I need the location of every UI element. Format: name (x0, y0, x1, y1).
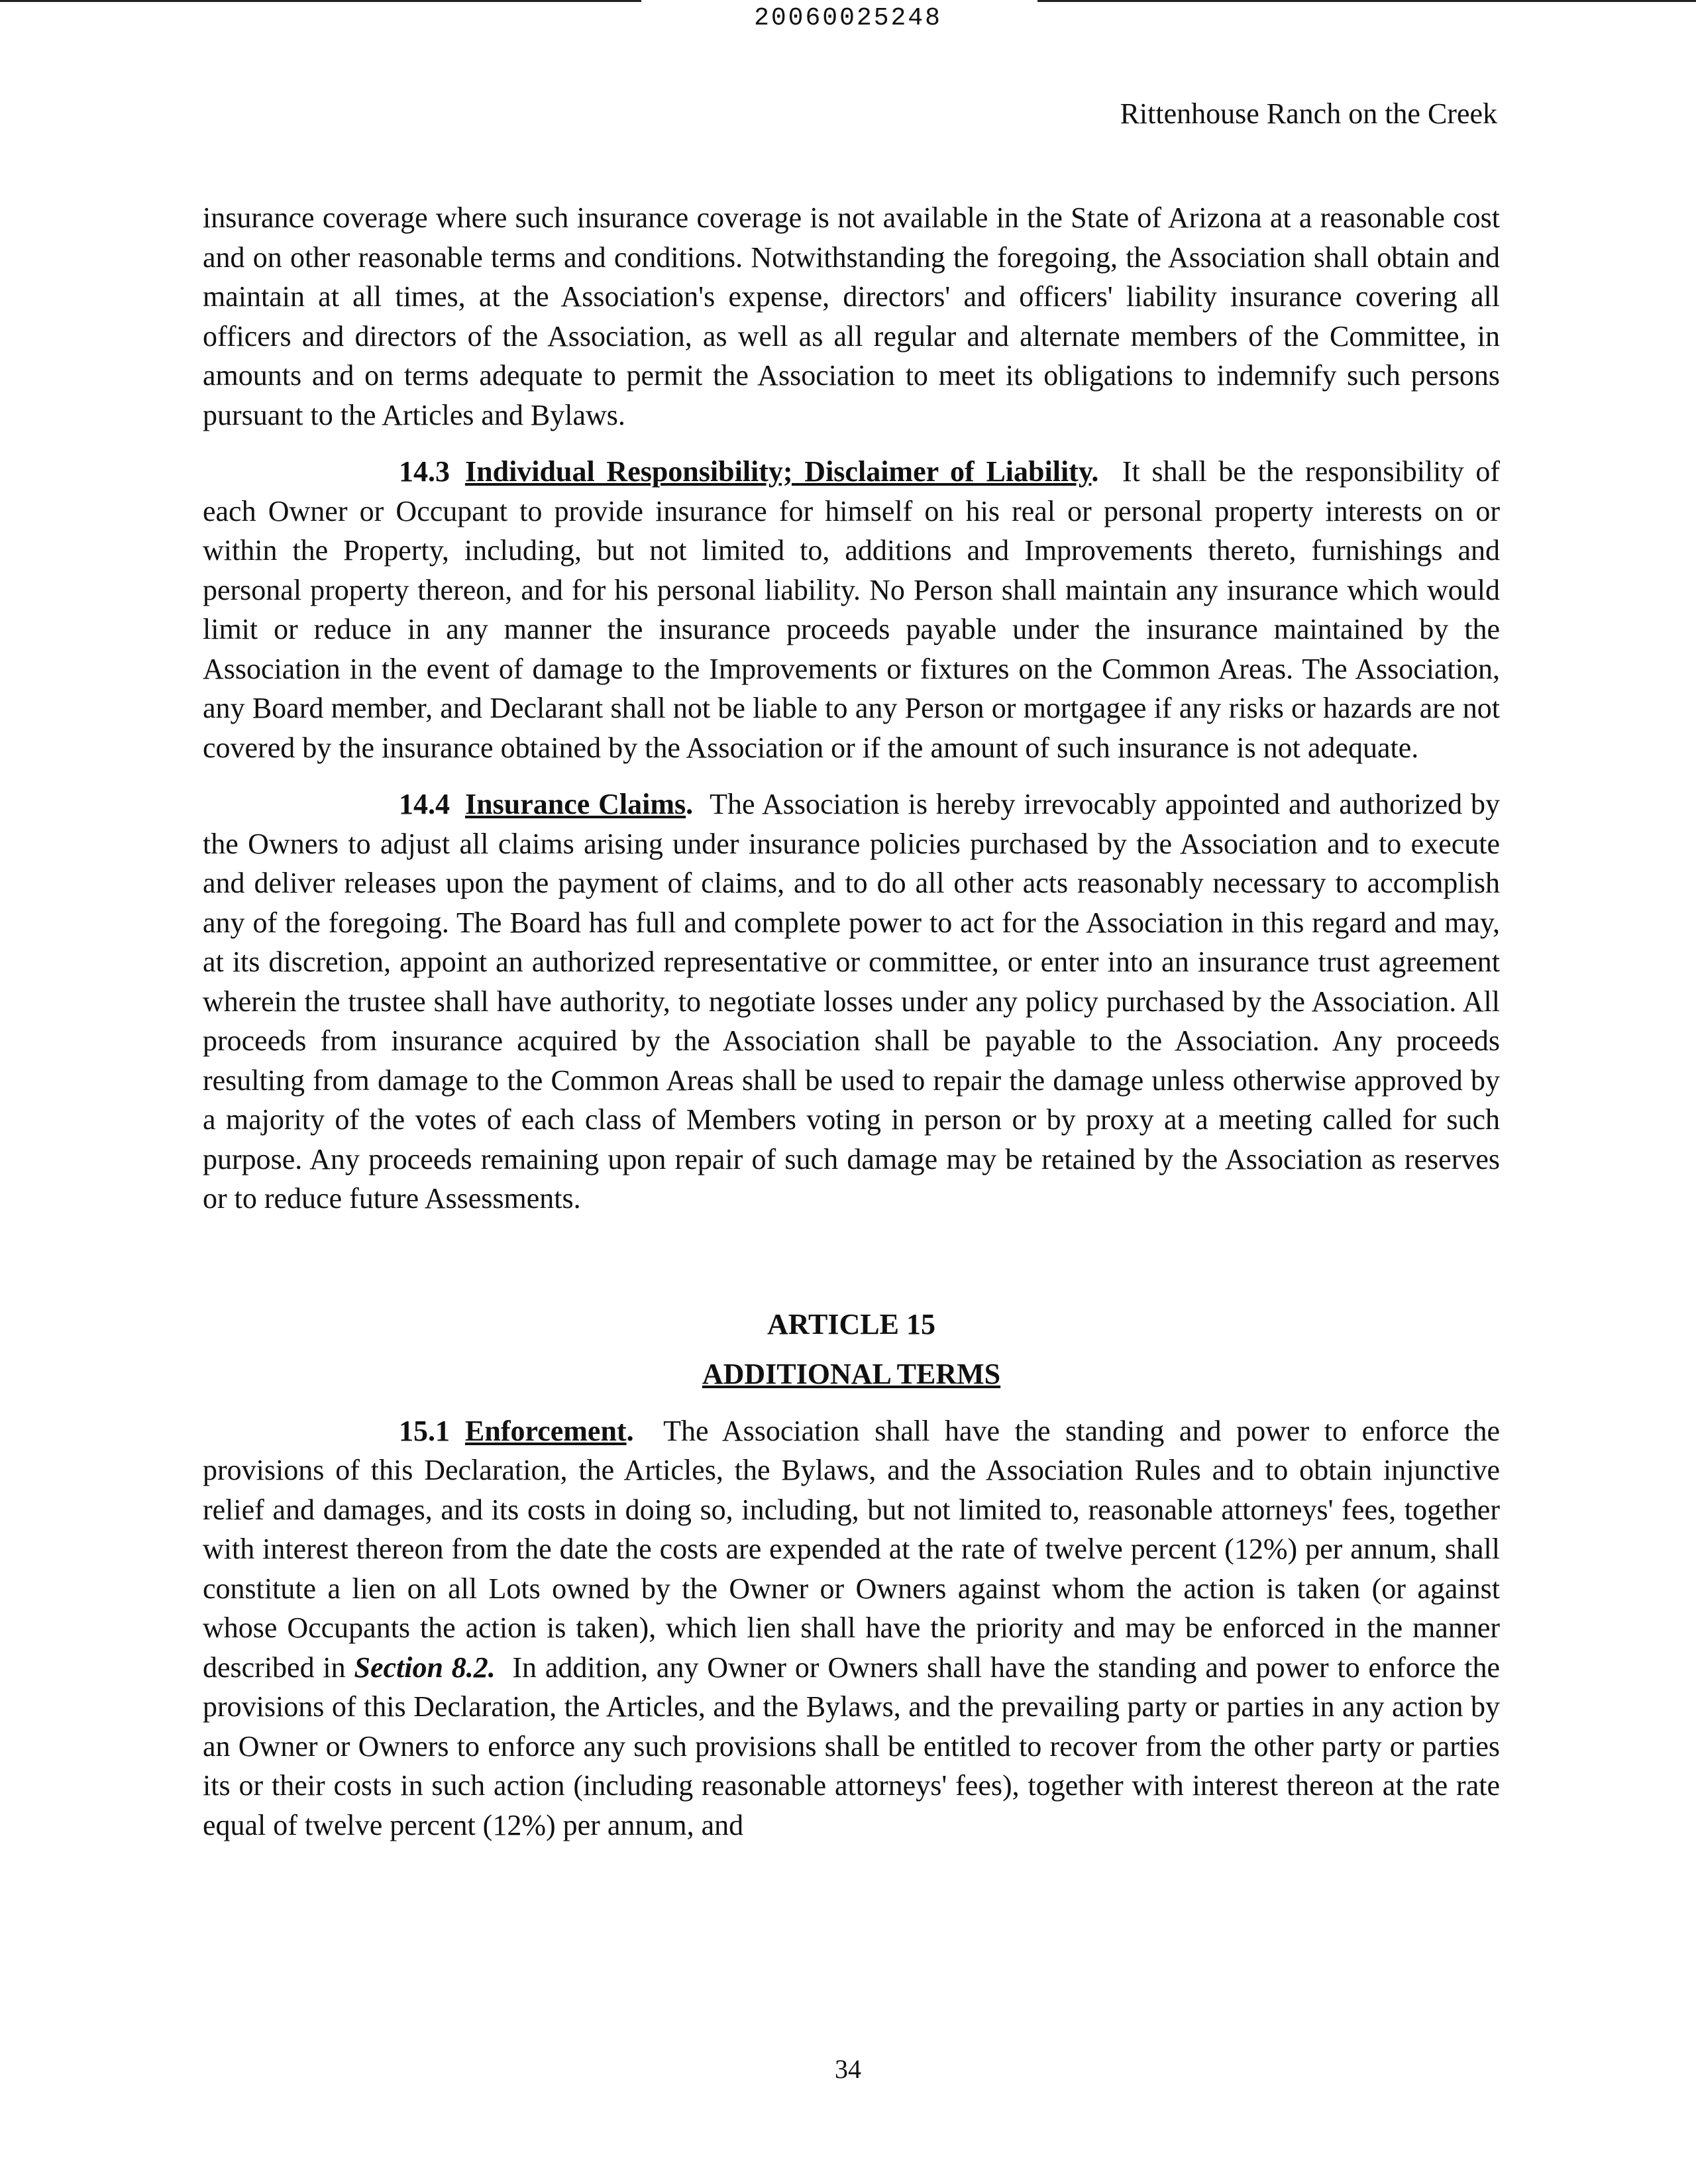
section-body-part2: In addition, any Owner or Owners shall have the standing and power to enforce the provisions of this Declaration, the Articles, and the Bylaws, and the prevailing party or parties in any action by an Owner or Owners to enforce any such provisions shall be entitled to recover from the other party or parties its or their costs in such action (including reasonable attorneys' fees), together with interest thereon at the rate equal of twelve percent (12%) per annum, and (203, 1651, 1500, 1841)
section-number: 14.4 (399, 788, 450, 820)
section-number: 14.3 (399, 455, 450, 488)
document-number: 20060025248 (754, 4, 942, 32)
running-header: Rittenhouse Ranch on the Creek (1120, 97, 1497, 130)
section-title: Enforcement (465, 1414, 627, 1447)
page-number: 34 (835, 2054, 861, 2084)
top-rule-left (0, 0, 641, 2)
section-14-4: 14.4 Insurance Claims. The Association is hereby irrevocably appointed and authorized by the Owners to adjust all claims arising under insurance policies purchased by the Association and to execute and deliver releases upon the payment of claims, and to do all other acts reasonably necessary to accomplish any of the foregoing. The Board has full and complete power to act for the Association in this regard and may, at its discretion, appoint an authorized representative or committee, or enter into an insurance trust agreement wherein the trustee shall have authority, to negotiate losses under any policy purchased by the Association. All proceeds from insurance acquired by the Association shall be payable to the Association. Any proceeds resulting from damage to the Common Areas shall be used to repair the damage unless otherwise approved by a majority of the votes of each class of Members voting in person or by proxy at a meeting called for such purpose. Any proceeds remaining upon repair of such damage may be retained by the Association as reserves or to reduce future Assessments. (203, 785, 1500, 1219)
section-title: Individual Responsibility; Disclaimer of Liability (465, 455, 1092, 488)
section-14-3: 14.3 Individual Responsibility; Disclaimer of Liability. It shall be the responsibility of each Owner or Occupant to provide insurance for himself on his real or personal property interests on or within the Property, including, but not limited to, additions and Improvements thereto, furnishings and personal property thereon, and for his personal liability. No Person shall maintain any insurance which would limit or reduce in any manner the insurance proceeds payable under the insurance maintained by the Association in the event of damage to the Improvements or fixtures on the Common Areas. The Association, any Board member, and Declarant shall not be liable to any Person or mortgagee if any risks or hazards are not covered by the insurance obtained by the Association or if the amount of such insurance is not adequate. (203, 452, 1500, 767)
continued-paragraph: insurance coverage where such insurance coverage is not available in the State of Arizona at a reasonable cost and on other reasonable terms and conditions. Notwithstanding the foregoing, the Association shall obtain and maintain at all times, at the Association's expense, directors' and officers' liability insurance covering all officers and directors of the Association, as well as all regular and alternate members of the Committee, in amounts and on terms adequate to permit the Association to meet its obligations to indemnify such persons pursuant to the Articles and Bylaws. (203, 201, 1500, 431)
section-body-part1: The Association shall have the standing and power to enforce the provisions of this Declaration, the Articles, the Bylaws, and the Association Rules and to obtain injunctive relief and damages, and its costs in doing so, including, but not limited to, reasonable attorneys' fees, together with interest thereon from the date the costs are expended at the rate of twelve percent (12%) per annum, shall constitute a lien on all Lots owned by the Owner or Owners against whom the action is taken (or against whose Occupants the action is taken), which lien shall have the priority and may be enforced in the manner described in (203, 1414, 1500, 1684)
section-15-1: 15.1 Enforcement. The Association shall have the standing and power to enforce the provisions of this Declaration, the Articles, the Bylaws, and the Association Rules and to obtain injunctive relief and damages, and its costs in doing so, including, but not limited to, reasonable attorneys' fees, together with interest thereon from the date the costs are expended at the rate of twelve percent (12%) per annum, shall constitute a lien on all Lots owned by the Owner or Owners against whom the action is taken (or against whose Occupants the action is taken), which lien shall have the priority and may be enforced in the manner described in Section 8.2. In addition, any Owner or Owners shall have the standing and power to enforce the provisions of this Declaration, the Articles, and the Bylaws, and the prevailing party or parties in any action by an Owner or Owners to enforce any such provisions shall be entitled to recover from the other party or parties its or their costs in such action (including reasonable attorneys' fees), together with interest thereon at the rate equal of twelve percent (12%) per annum, and (203, 1411, 1500, 1845)
section-body: The Association is hereby irrevocably appointed and authorized by the Owners to adjust all claims arising under insurance policies purchased by the Association and to execute and deliver releases upon the payment of claims, and to do all other acts reasonably necessary to accomplish any of the foregoing. The Board has full and complete power to act for the Association in this regard and may, at its discretion, appoint an authorized representative or committee, or enter into an insurance trust agreement wherein the trustee shall have authority, to negotiate losses under any policy purchased by the Association. All proceeds from insurance acquired by the Association shall be payable to the Association. Any proceeds resulting from damage to the Common Areas shall be used to repair the damage unless otherwise approved by a majority of the votes of each class of Members voting in person or by proxy at a meeting called for such purpose. Any proceeds remaining upon repair of such damage may be retained by the Association as reserves or to reduce future Assessments. (203, 788, 1501, 1215)
section-body: It shall be the responsibility of each Owner or Occupant to provide insurance for himself on his real or personal property interests on or within the Property, including, but not limited to, additions and Improvements thereto, furnishings and personal property thereon, and for his personal liability. No Person shall maintain any insurance which would limit or reduce in any manner the insurance proceeds payable under the insurance maintained by the Association in the event of damage to the Improvements or fixtures on the Common Areas. The Association, any Board member, and Declarant shall not be liable to any Person or mortgagee if any risks or hazards are not covered by the insurance obtained by the Association or if the amount of such insurance is not adequate. (203, 455, 1500, 764)
article-number: ARTICLE 15 (767, 1307, 935, 1340)
page-body (203, 198, 1500, 1845)
top-rule-right (1037, 0, 1696, 2)
section-number: 15.1 (399, 1414, 450, 1447)
section-cross-reference: Section 8.2 (354, 1651, 488, 1684)
article-title: ADDITIONAL TERMS (702, 1358, 1001, 1390)
section-title: Insurance Claims (465, 788, 686, 820)
